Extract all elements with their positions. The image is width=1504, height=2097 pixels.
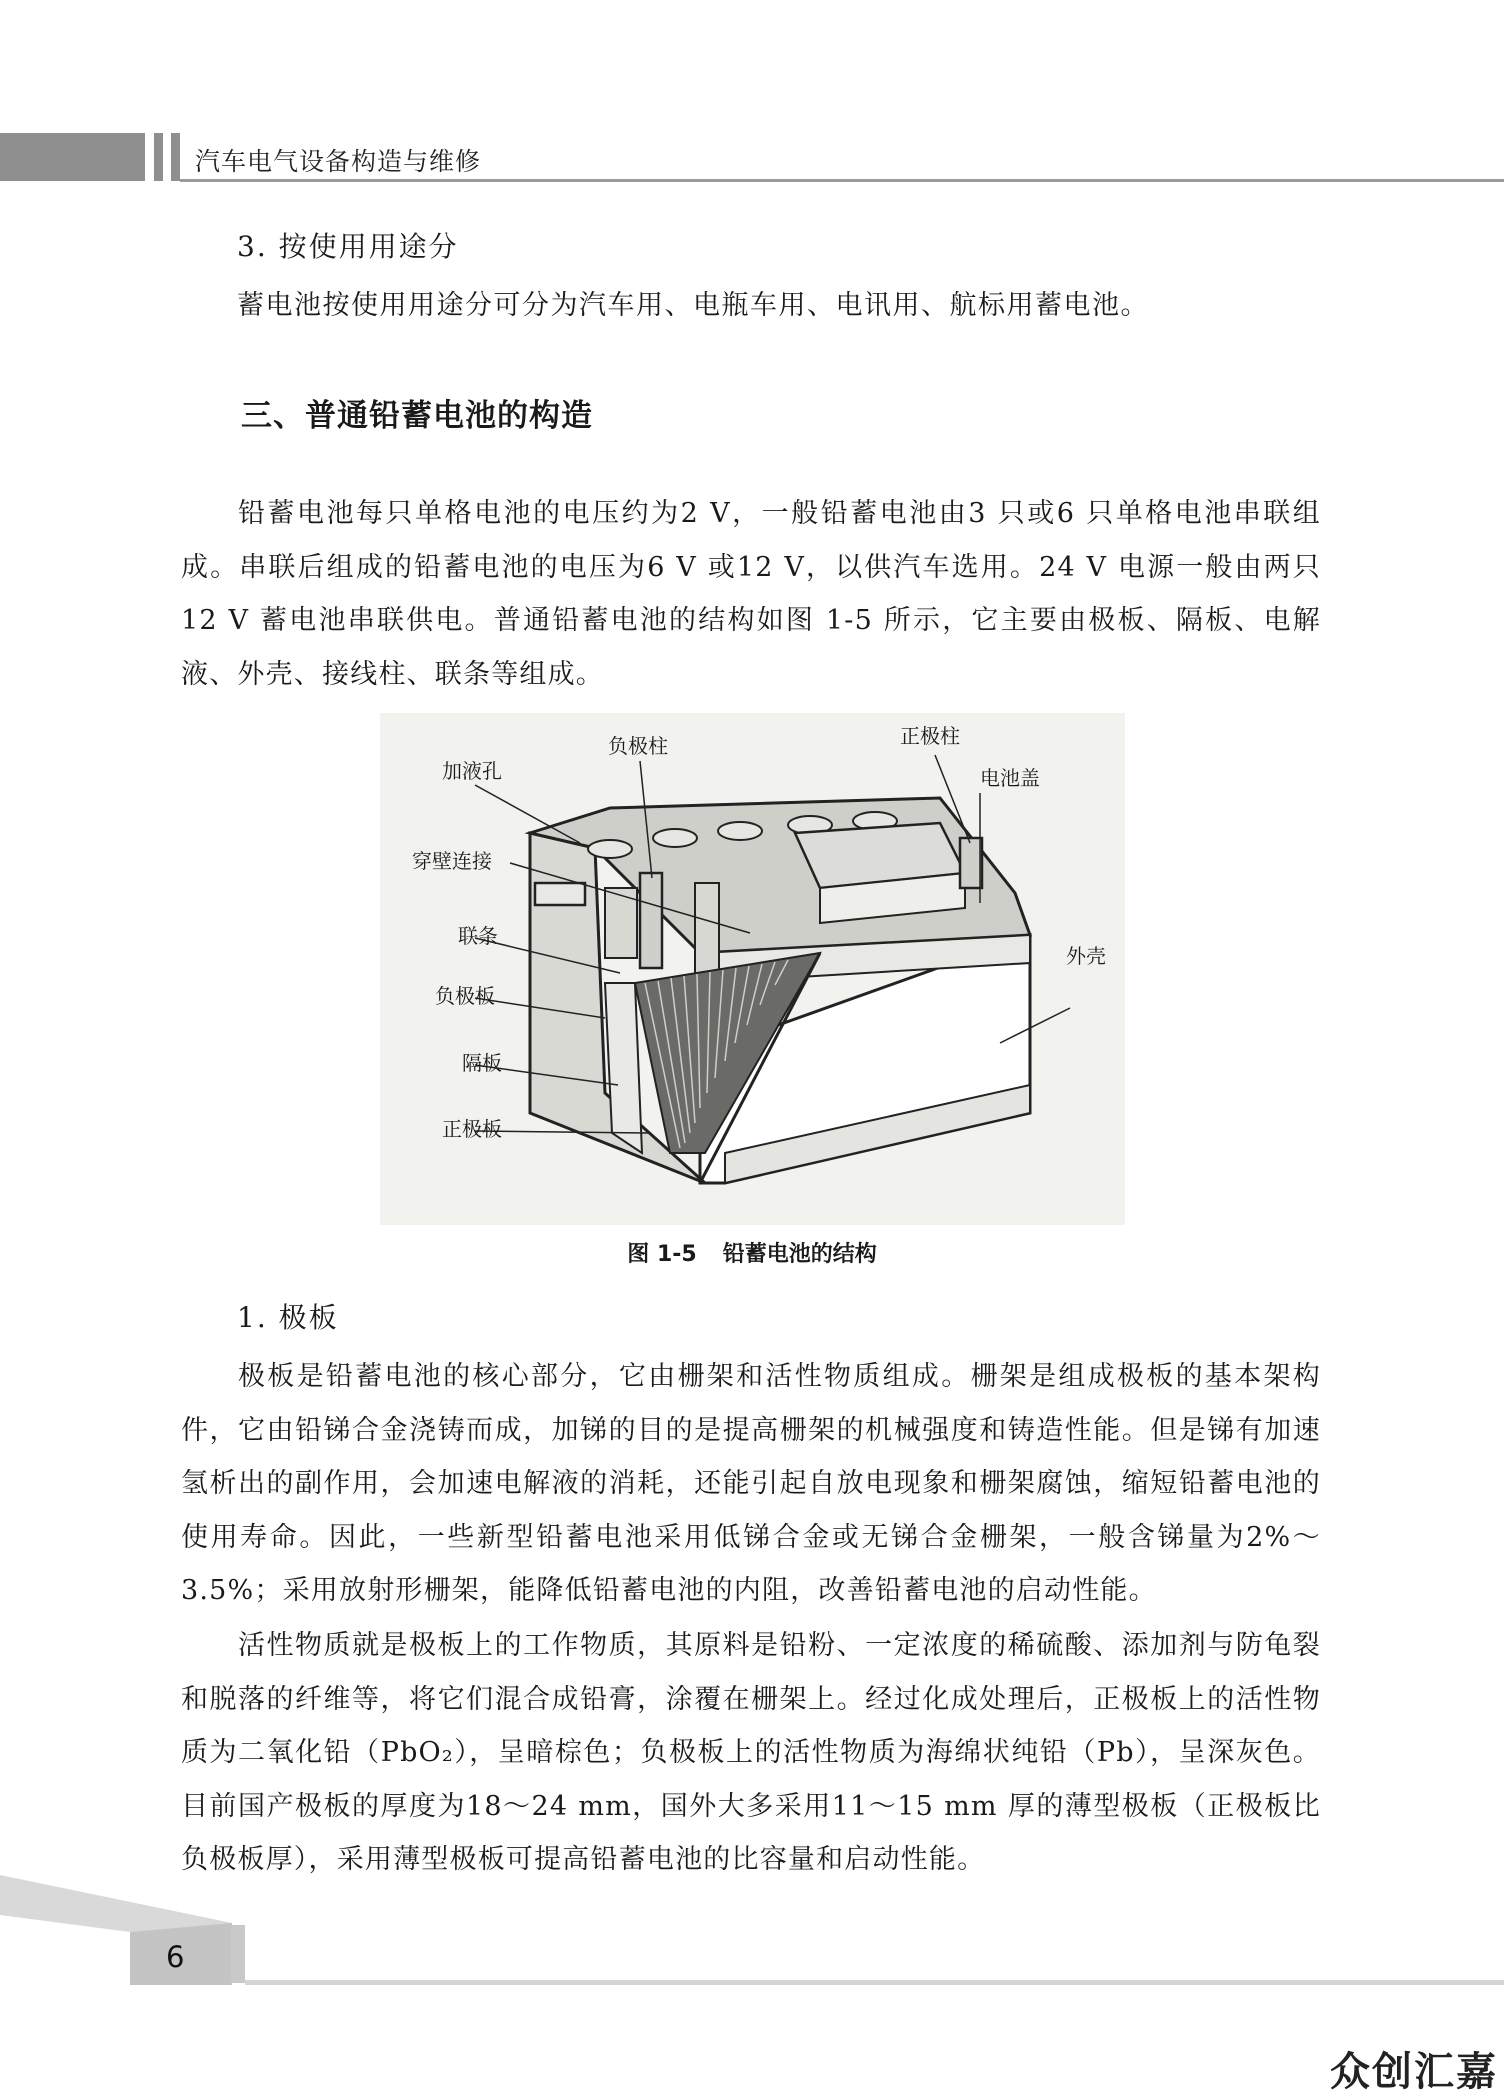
header-divider: [171, 133, 180, 181]
subsection-heading-3: 3. 按使用用途分: [237, 230, 459, 263]
plates-paragraph-1: 极板是铅蓄电池的核心部分，它由栅架和活性物质组成。栅架是组成极板的基本架构件，它由铅锑合金浇铸而成，加锑的目的是提高栅架的机械强度和铸造性能。但是锑有加速氢析出的副作用，会加速电解液的消耗，还能引起自放电现象和栅架腐蚀，缩短铅蓄电池的使用寿命。因此，一些新型铅蓄电池采用低锑合金或无锑合金栅架，一般含锑量为2%～3.5%；采用放射形栅架，能降低铅蓄电池的内阻，改善铅蓄电池的启动性能。: [181, 1361, 1321, 1606]
label-positive-plate: 正极板: [442, 1117, 502, 1141]
figure-title: 铅蓄电池的结构: [722, 1242, 877, 1267]
running-header-title: 汽车电气设备构造与维修: [195, 147, 482, 176]
figure-caption: [0, 1237, 1504, 1268]
subsection-3-text: 蓄电池按使用用途分可分为汽车用、电瓶车用、电讯用、航标用蓄电池。: [237, 290, 1149, 321]
cell-connector: [695, 883, 719, 973]
positive-post: [960, 838, 982, 888]
watermark-logo: 众创汇嘉: [1330, 2049, 1498, 2095]
vent-cap: [588, 840, 632, 858]
section-heading: 三、普通铅蓄电池的构造: [241, 398, 593, 434]
label-separator: 隔板: [462, 1051, 502, 1075]
label-negative-plate: 负极板: [435, 984, 495, 1008]
vent-cap: [718, 822, 762, 840]
intro-paragraph: 铅蓄电池每只单格电池的电压约为2 V，一般铅蓄电池由3 只或6 只单格电池串联组成。串联后组成的铅蓄电池的电压为6 V 或12 V，以供汽车选用。24 V 电源一般由两只12 V 蓄电池串联供电。普通铅蓄电池的结构如图 1-5 所示，它主要由极板、隔板、电解液、外壳、接线柱、联条等组成。: [181, 498, 1321, 690]
label-negative-post: 负极柱: [608, 734, 668, 758]
label-positive-post: 正极柱: [900, 724, 960, 748]
footer-rule: [245, 1980, 1504, 1985]
label-shell: 外壳: [1066, 944, 1106, 968]
page-number: 6: [166, 1940, 185, 1974]
label-fill-hole: 加液孔: [442, 759, 502, 783]
label-strap: 联条: [458, 924, 498, 948]
subsection-heading-plates: 1. 极板: [237, 1301, 339, 1334]
negative-post: [640, 873, 662, 968]
label-cover: 电池盖: [980, 766, 1040, 790]
header-rule: [180, 179, 1504, 182]
strap-bar: [535, 883, 585, 905]
footer-divider: [231, 1925, 245, 1983]
plates-paragraph-2: 活性物质就是极板上的工作物质，其原料是铅粉、一定浓度的稀硫酸、添加剂与防龟裂和脱落的纤维等，将它们混合成铅膏，涂覆在栅架上。经过化成处理后，正极板上的活性物质为二氧化铅（PbO₂），呈暗棕色；负极板上的活性物质为海绵状纯铅（Pb），呈深灰色。目前国产极板的厚度为18～24 mm，国外大多采用11～15 mm 厚的薄型极板（正极板比负极板厚），采用薄型极板可提高铅蓄电池的比容量和启动性能。: [181, 1630, 1321, 1875]
label-through-wall: 穿壁连接: [412, 849, 492, 873]
header-bar: [0, 133, 145, 181]
battery-diagram: [380, 713, 1125, 1225]
battery-structure-figure: [380, 713, 1125, 1225]
figure-number: 图 1-5: [627, 1242, 697, 1267]
vent-cap: [653, 829, 697, 847]
footer-tab: [0, 1875, 232, 1985]
header-divider: [154, 133, 163, 181]
